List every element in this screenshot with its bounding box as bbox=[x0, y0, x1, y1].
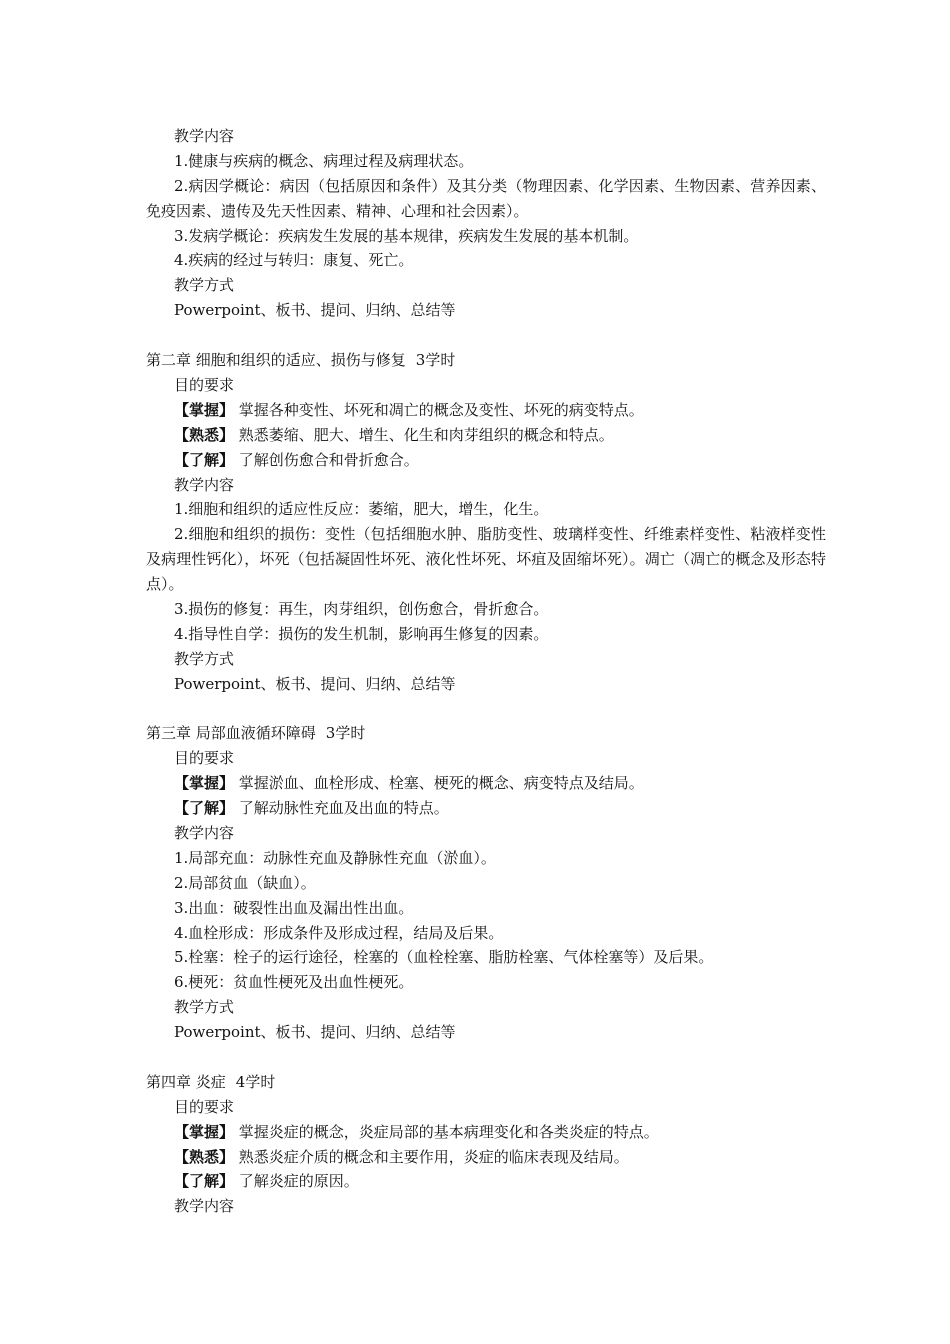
chapter-2-hours: 3学时 bbox=[415, 351, 456, 370]
chapter-4-know bbox=[146, 1169, 826, 1194]
intro-item-1: 1.健康与疾病的概念、病理过程及病理状态。 bbox=[174, 151, 474, 170]
chapter-3-master bbox=[146, 771, 826, 796]
chapter-2-item-3: 3.损伤的修复：再生，肉芽组织，创伤愈合，骨折愈合。 bbox=[174, 600, 549, 618]
chapter-3-item-6: 6.梗死：贫血性梗死及出血性梗死。 bbox=[174, 973, 414, 992]
master-text: 掌握各种变性、坏死和凋亡的概念及变性、坏死的病变特点。 bbox=[238, 400, 644, 419]
chapter-3-know bbox=[146, 796, 826, 821]
chapter-3-item-5: 5.栓塞：栓子的运行途径，栓塞的（血栓栓塞、脂肪栓塞、气体栓塞等）及后果。 bbox=[174, 948, 714, 967]
chapter-4-familiar bbox=[146, 1145, 826, 1170]
chapter-4-heading bbox=[146, 1070, 826, 1095]
chapter-2-heading bbox=[146, 348, 826, 373]
intro-item-4: 4.疾病的经过与转归：康复、死亡。 bbox=[174, 251, 414, 270]
know-text: 了解炎症的原因。 bbox=[238, 1172, 359, 1191]
spacer bbox=[146, 1045, 826, 1070]
chapter-3-method-heading: 教学方式 bbox=[174, 998, 235, 1017]
chapter-2-know bbox=[146, 448, 826, 473]
spacer bbox=[146, 323, 826, 348]
chapter-2-goal-heading: 目的要求 bbox=[174, 375, 235, 394]
know-text: 了解动脉性充血及出血的特点。 bbox=[238, 799, 449, 818]
know-text: 了解创伤愈合和骨折愈合。 bbox=[238, 450, 419, 469]
chapter-4-title: 第四章 炎症 bbox=[146, 1072, 226, 1091]
chapter-3-goal-heading: 目的要求 bbox=[174, 749, 235, 768]
intro-item-3: 3.发病学概论：疾病发生发展的基本规律，疾病发生发展的基本机制。 bbox=[174, 226, 639, 245]
chapter-2-familiar bbox=[146, 423, 826, 448]
familiar-tag: 【熟悉】 bbox=[174, 425, 235, 444]
chapter-2-content-heading: 教学内容 bbox=[174, 475, 235, 494]
chapter-3-title: 第三章 局部血液循环障碍 bbox=[146, 724, 316, 743]
chapter-3-hours: 3学时 bbox=[325, 724, 366, 743]
intro-item-2: 2.病因学概论：病因（包括原因和条件）及其分类（物理因素、化学因素、生物因素、营养因素、免疫因素、遗传及先天性因素、精神、心理和社会因素）。 bbox=[146, 176, 826, 220]
chapter-2-master bbox=[146, 398, 826, 423]
chapter-2-item-4: 4.指导性自学：损伤的发生机制，影响再生修复的因素。 bbox=[174, 624, 549, 643]
intro-method-heading: 教学方式 bbox=[174, 276, 235, 295]
master-tag: 【掌握】 bbox=[174, 774, 235, 793]
chapter-4-content-heading: 教学内容 bbox=[174, 1197, 235, 1216]
chapter-3-item-1: 1.局部充血：动脉性充血及静脉性充血（淤血）。 bbox=[174, 848, 496, 867]
chapter-3-item-2: 2.局部贫血（缺血）。 bbox=[174, 873, 316, 892]
intro-content-heading: 教学内容 bbox=[174, 127, 235, 145]
chapter-2-method: Powerpoint、板书、提问、归纳、总结等 bbox=[174, 674, 456, 693]
spacer bbox=[146, 697, 826, 722]
familiar-tag: 【熟悉】 bbox=[174, 1147, 235, 1166]
chapter-3-heading bbox=[146, 721, 826, 746]
chapter-4-master bbox=[146, 1120, 826, 1145]
know-tag: 【了解】 bbox=[174, 799, 235, 818]
intro-method: Powerpoint、板书、提问、归纳、总结等 bbox=[174, 301, 456, 320]
familiar-text: 熟悉炎症介质的概念和主要作用，炎症的临床表现及结局。 bbox=[238, 1147, 629, 1166]
chapter-4-hours: 4学时 bbox=[235, 1072, 276, 1091]
master-tag: 【掌握】 bbox=[174, 400, 235, 419]
master-text: 掌握淤血、血栓形成、栓塞、梗死的概念、病变特点及结局。 bbox=[238, 774, 644, 793]
know-tag: 【了解】 bbox=[174, 1172, 235, 1191]
chapter-3-item-4: 4.血栓形成：形成条件及形成过程，结局及后果。 bbox=[174, 923, 504, 942]
chapter-3-method: Powerpoint、板书、提问、归纳、总结等 bbox=[174, 1023, 456, 1042]
chapter-3-item-3: 3.出血：破裂性出血及漏出性出血。 bbox=[174, 898, 414, 917]
chapter-2-item-2: 2.细胞和组织的损伤：变性（包括细胞水肿、脂肪变性、玻璃样变性、纤维素样变性、粘液样变性及病理性钙化），坏死（包括凝固性坏死、液化性坏死、坏疽及固缩坏死）。凋亡（凋亡的概念及形态特点）。 bbox=[146, 525, 826, 594]
master-tag: 【掌握】 bbox=[174, 1122, 235, 1141]
chapter-3-content-heading: 教学内容 bbox=[174, 824, 235, 843]
know-tag: 【了解】 bbox=[174, 450, 235, 469]
chapter-4-goal-heading: 目的要求 bbox=[174, 1097, 235, 1116]
familiar-text: 熟悉萎缩、肥大、增生、化生和肉芽组织的概念和特点。 bbox=[238, 425, 614, 444]
master-text: 掌握炎症的概念，炎症局部的基本病理变化和各类炎症的特点。 bbox=[238, 1122, 659, 1141]
chapter-2-method-heading: 教学方式 bbox=[174, 649, 235, 668]
document-page bbox=[146, 124, 826, 1219]
chapter-2-title: 第二章 细胞和组织的适应、损伤与修复 bbox=[146, 351, 406, 370]
chapter-2-item-1: 1.细胞和组织的适应性反应：萎缩，肥大，增生，化生。 bbox=[174, 500, 549, 519]
